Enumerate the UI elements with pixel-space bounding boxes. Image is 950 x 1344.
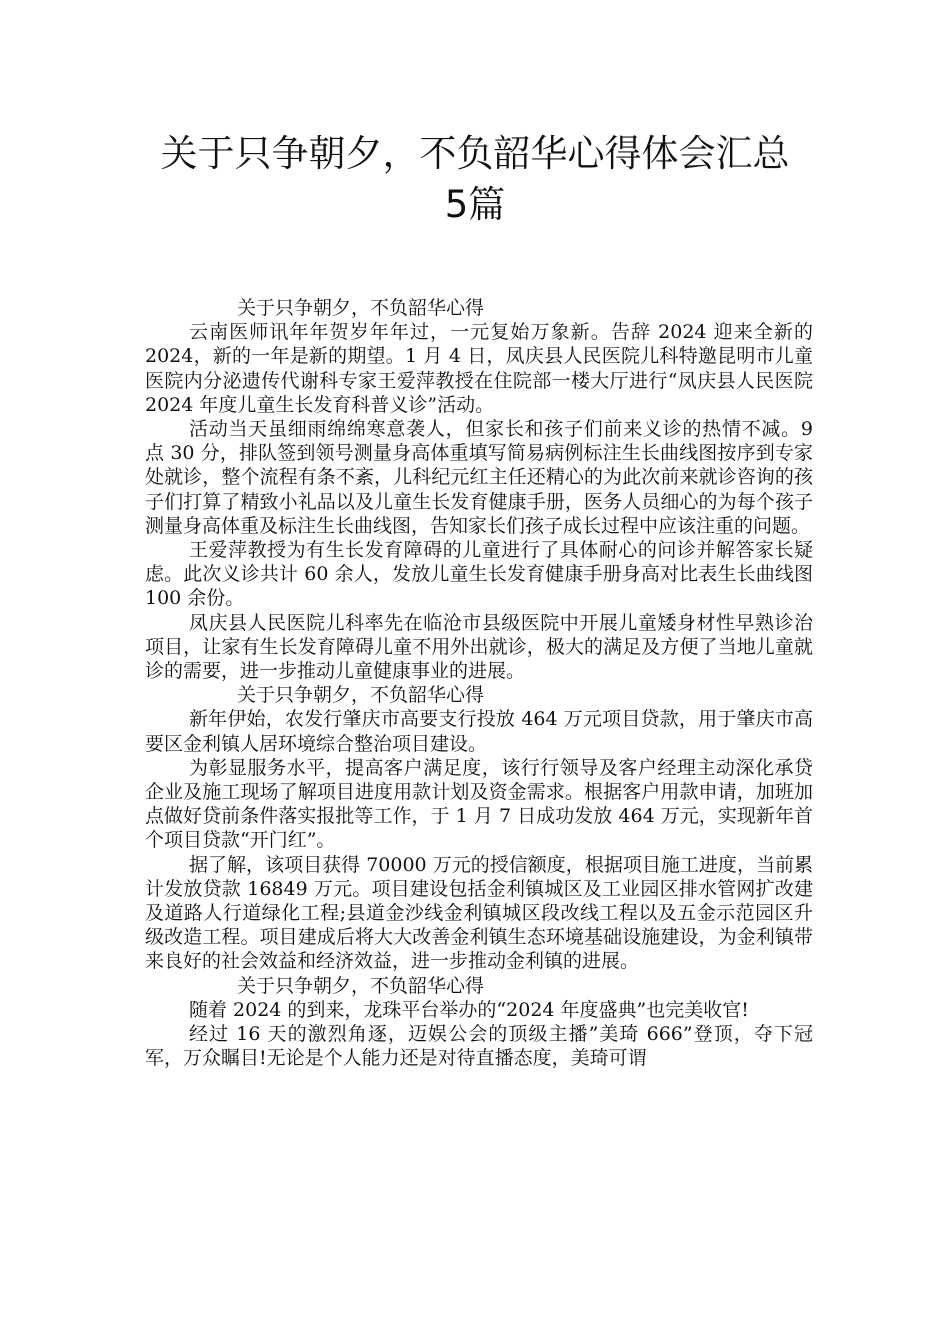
paragraph: 随着 2024 的到来，龙珠平台举办的“2024 年度盛典”也完美收官! [189, 998, 749, 1021]
section-1 [145, 296, 813, 683]
section-3 [145, 974, 813, 1071]
section-heading: 关于只争朝夕，不负韶华心得 [237, 974, 485, 997]
section-2 [145, 683, 813, 973]
paragraph: 新年伊始，农发行肇庆市高要支行投放 464 万元项目贷款，用于肇庆市高要区金利镇人居环境综合整治项目建设。 [145, 708, 813, 755]
paragraph: 为彰显服务水平，提高客户满足度，该行行领导及客户经理主动深化承贷企业及施工现场了解项目进度用款计划及资金需求。根据客户用款申请，加班加点做好贷前条件落实报批等工作，于 1 月 7 日成功发放 464 万元，实现新年首个项目贷款“开门红”。 [145, 756, 813, 852]
document-title-line-1: 关于只争朝夕，不负韶华心得体会汇总 [160, 132, 790, 175]
section-heading: 关于只争朝夕，不负韶华心得 [237, 684, 485, 707]
paragraph: 凤庆县人民医院儿科率先在临沧市县级医院中开展儿童矮身材性早熟诊治项目，让家有生长发育障碍儿童不用外出就诊，极大的满足及方便了当地儿童就诊的需要，进一步推动儿童健康事业的进展。 [145, 611, 813, 683]
paragraph: 据了解，该项目获得 70000 万元的授信额度，根据项目施工进度，当前累计发放贷款 16849 万元。项目建设包括金利镇城区及工业园区排水管网扩改建及道路人行道绿化工程;县道金沙线金利镇城区段改线工程以及五金示范园区升级改造工程。项目建成后将大大改善金利镇生态环境基础设施建设，为金利镇带来良好的社会效益和经济效益，进一步推动金利镇的进展。 [145, 853, 813, 973]
document-body [145, 296, 813, 1071]
document-title [120, 128, 830, 230]
paragraph: 云南医师讯年年贺岁年年过，一元复始万象新。告辞 2024 迎来全新的 2024，新的一年是新的期望。1 月 4 日，凤庆县人民医院儿科特邀昆明市儿童医院内分泌遗传代谢科专家王爱萍教授在住院部一楼大厅进行“凤庆县人民医院 2024 年度儿童生长发育科普义诊”活动。 [145, 321, 813, 416]
paragraph: 活动当天虽细雨绵绵寒意袭人，但家长和孩子们前来义诊的热情不减。9 点 30 分，排队签到领号测量身高体重填写简易病例标注生长曲线图按序到专家处就诊，整个流程有条不紊，儿科纪元红主任还精心的为此次前来就诊咨询的孩子们打算了精致小礼品以及儿童生长发育健康手册，医务人员细心的为每个孩子测量身高体重及标注生长曲线图，告知家长们孩子成长过程中应该注重的问题。 [145, 418, 813, 537]
paragraph: 经过 16 天的激烈角逐，迈娱公会的顶级主播”美琦 666”登顶，夺下冠军，万众瞩目!无论是个人能力还是对待直播态度，美琦可谓 [145, 1023, 813, 1070]
section-heading: 关于只争朝夕，不负韶华心得 [237, 297, 485, 319]
document-title-line-2: 5篇 [444, 183, 506, 226]
paragraph: 王爱萍教授为有生长发育障碍的儿童进行了具体耐心的问诊并解答家长疑虑。此次义诊共计 60 余人，发放儿童生长发育健康手册身高对比表生长曲线图 100 余份。 [145, 539, 813, 610]
